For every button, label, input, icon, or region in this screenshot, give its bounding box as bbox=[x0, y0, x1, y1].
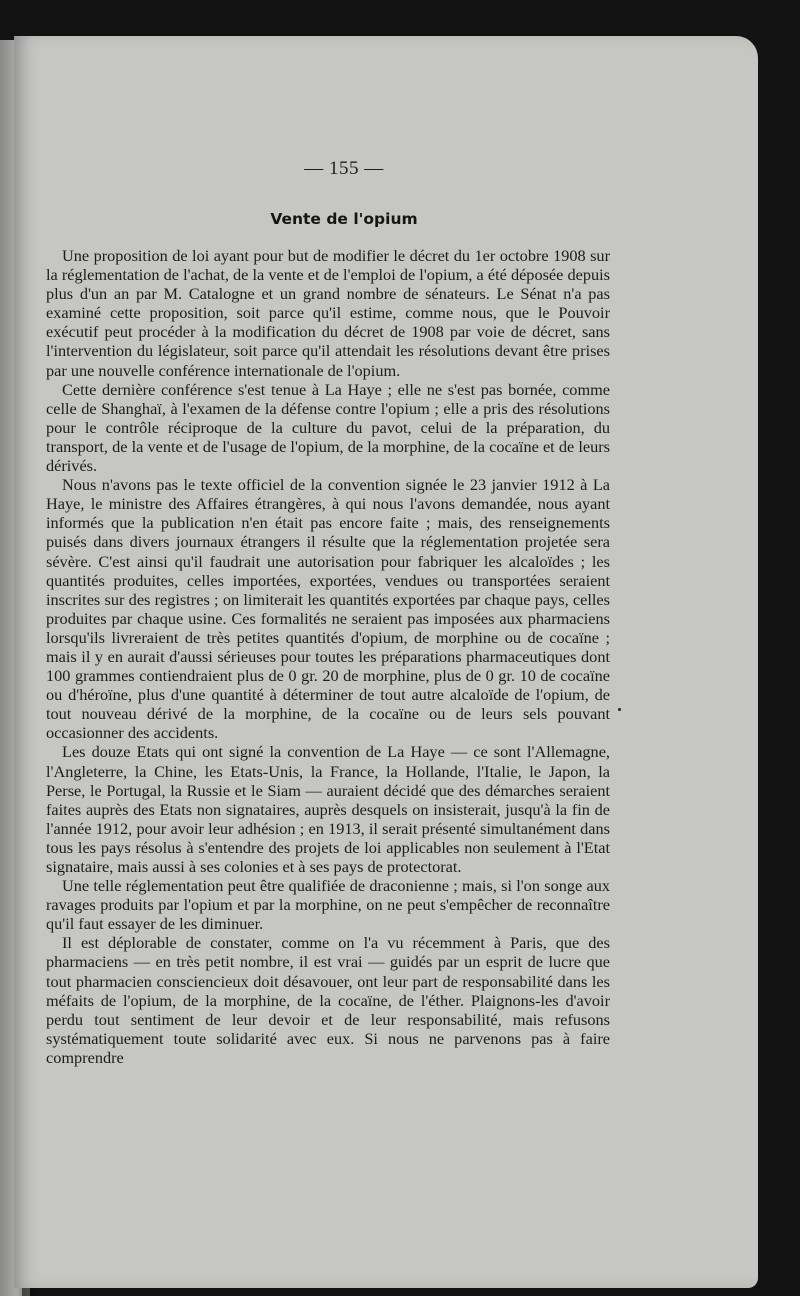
paragraph: Cette dernière conférence s'est tenue à La Haye ; elle ne s'est pas bornée, comme celle de Shanghaï, à l'examen de la défense contre l'opium ; elle a pris des résolutions pour le contrôle réciproque de la culture du pavot, celui de la préparation, du transport, de la vente et de l'usage de l'opium, de la morphine, de la cocaïne et de leurs dérivés. bbox=[46, 379, 610, 476]
body-text bbox=[46, 246, 610, 1067]
paragraph: Nous n'avons pas le texte officiel de la convention signée le 23 janvier 1912 à La Haye, le ministre des Affaires étrangères, à qui nous l'avons demandée, nous ayant informés que la publication n'en était pas encore faite ; mais, des renseignements puisés dans divers journaux étrangers il résulte que la réglementation projetée sera sévère. C'est ainsi qu'il faudrait une autorisation pour fabriquer les alcaloïdes ; les quantités produites, celles importées, exportées, vendues ou transportées seraient inscrites sur des registres ; on limiterait les quantités exportées par chaque pays, celles produites par chaque usine. Ces formalités ne seraient pas imposées aux pharmaciens lorsqu'ils livreraient de très petites quantités d'opium, de morphine ou de cocaïne ; mais il y en aurait d'aussi sérieuses pour toutes les préparations pharmaceutiques dont 100 grammes contiendraient plus de 0 gr. 20 de morphine, plus de 0 gr. 10 de cocaïne ou d'héroïne, plus d'une quantité à déterminer de tout autre alcaloïde de l'opium, de tout nouveau dérivé de la morphine, de la cocaïne ou de leurs sels pouvant occasionner des accidents. bbox=[46, 475, 610, 743]
book-page bbox=[14, 36, 758, 1288]
paragraph: Une proposition de loi ayant pour but de modifier le décret du 1er octobre 1908 sur la réglementation de l'achat, de la vente et de l'emploi de l'opium, a été déposée depuis plus d'un an par M. Catalogne et un grand nombre de sénateurs. Le Sénat n'a pas examiné cette proposition, soit parce qu'il estime, comme nous, que le Pouvoir exécutif peut procéder à la modification du décret de 1908 par voie de décret, sans l'intervention du législateur, soit parce qu'il attendait les résolutions devant être prises par une nouvelle conférence internationale de l'opium. bbox=[46, 246, 610, 380]
paragraph: Les douze Etats qui ont signé la convention de La Haye — ce sont l'Allemagne, l'Angleterre, la Chine, les Etats-Unis, la France, la Hollande, l'Italie, le Japon, la Perse, le Portugal, la Russie et le Siam — auraient décidé que des démarches seraient faites auprès des Etats non signataires, auprès desquels on insisterait, jusqu'à la fin de l'année 1912, pour avoir leur adhésion ; en 1913, il serait présenté simultanément dans tous les pays résolus à s'entendre des projets de loi applicables non seulement à l'Etat signataire, mais aussi à ses colonies et à ses pays de protectorat. bbox=[46, 742, 610, 876]
page-number: — 155 — bbox=[304, 158, 384, 179]
paragraph: Il est déplorable de constater, comme on l'a vu récemment à Paris, que des pharmaciens — en très petit nombre, il est vrai — guidés par un esprit de lucre que tout pharmacien consciencieux doit désavouer, ont leur part de responsabilité dans les méfaits de l'opium, de la morphine, de la cocaïne, de l'éther. Plaignons-les d'avoir perdu tout sentiment de leur devoir et de leur responsabilité, mais refusons systématiquement toute solidarité avec eux. Si nous ne parvenons pas à faire comprendre bbox=[46, 933, 610, 1067]
section-title: Vente de l'opium bbox=[270, 210, 418, 228]
paragraph: Une telle réglementation peut être qualifiée de draconienne ; mais, si l'on songe aux ravages produits par l'opium et par la morphine, on ne peut s'empêcher de reconnaître qu'il faut essayer de les diminuer. bbox=[46, 876, 610, 934]
margin-speck bbox=[618, 708, 621, 711]
